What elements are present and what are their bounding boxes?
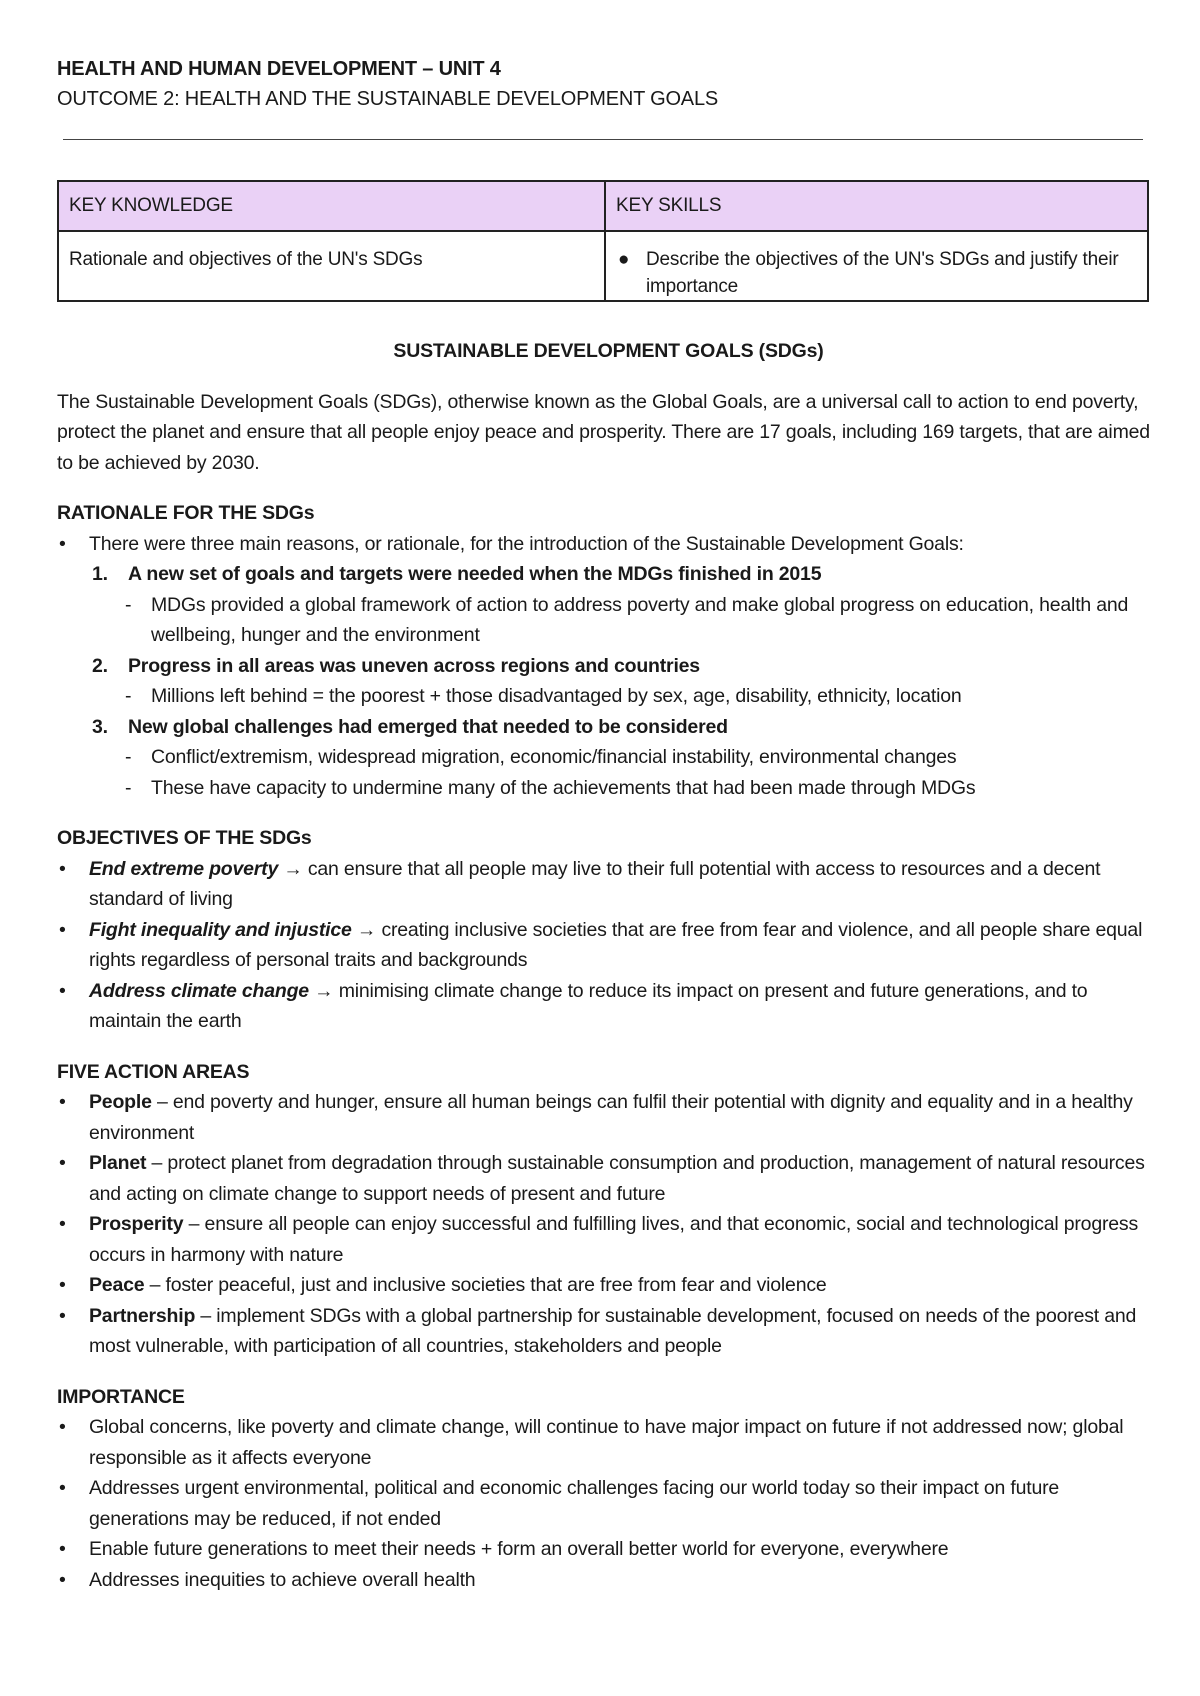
sub-item [57,773,1152,804]
key-knowledge-header: KEY KNOWLEDGE [58,181,605,231]
numbered-item [57,712,1152,743]
key-skills-header: KEY SKILLS [605,181,1148,231]
action-area-dash: – [156,1091,168,1113]
item-title: Progress in all areas was uneven across regions and countries [128,654,700,677]
bullet-icon: • [59,979,66,1002]
importance-list [57,1412,1152,1595]
bullet-icon: • [59,1538,66,1560]
rationale-list [57,559,1152,803]
objective-description: minimising climate change to reduce its impact on present and future generations, and to maintain the earth [89,979,1088,1032]
main-title: SUSTAINABLE DEVELOPMENT GOALS (SDGs) [393,340,824,362]
action-area-term: Peace [89,1274,145,1296]
importance-item [57,1412,1152,1473]
action-area-text [89,1301,1152,1362]
action-area-term: Prosperity [89,1213,184,1235]
document-body [57,336,1152,1615]
bullet-icon: • [59,1213,66,1235]
sub-item-text: Conflict/extremism, widespread migration, economic/financial instability, environmental changes [151,746,957,768]
sub-item-text: MDGs provided a global framework of action to address poverty and make global progress on education, health and wellbeing, hunger and the environment [151,593,1129,646]
sub-item [57,742,1152,773]
objective-text [89,915,1152,976]
sub-item [57,590,1152,651]
action-area-term: Planet [89,1152,147,1174]
list-item [57,529,1152,560]
item-title: A new set of goals and targets were needed when the MDGs finished in 2015 [128,563,822,585]
bullet-icon: • [59,1477,66,1499]
skill-text: Describe the objectives of the UN's SDGs and justify their importance [646,249,1119,297]
bullet-icon: • [59,532,66,555]
importance-section [57,1382,1152,1596]
sub-item-text: These have capacity to undermine many of the achievements that had been made through MDGs [151,776,976,799]
importance-item [57,1473,1152,1534]
action-area-description: ensure all people can enjoy successful and fulfilling lives, and that economic, social and technological progress occurs in harmony with nature [89,1213,1139,1266]
objective-term: End extreme poverty [89,857,279,880]
importance-text: Addresses urgent environmental, political and economic challenges facing our world today so their impact on future generations may be reduced, if not ended [89,1477,1060,1530]
importance-text: Enable future generations to meet their needs + form an overall better world for everyone, everywhere [89,1538,949,1560]
document-header [57,54,1147,114]
numbered-item [57,651,1152,682]
dash-icon: - [125,685,132,707]
sub-item-text: Millions left behind = the poorest + those disadvantaged by sex, age, disability, ethnicity, location [151,685,962,707]
objective-item [57,915,1152,976]
header-divider [63,139,1143,140]
importance-text: Global concerns, like poverty and climate change, will continue to have major impact on future if not addressed now; global responsible as it affects everyone [89,1416,1124,1469]
objectives-section [57,823,1152,1037]
action-areas-section [57,1057,1152,1362]
arrow-icon: → [283,857,303,880]
action-area-text [89,1270,1152,1301]
bullet-icon: • [59,1416,66,1438]
rationale-heading: RATIONALE FOR THE SDGs [57,502,315,524]
action-area-description: protect planet from degradation through sustainable consumption and production, management of natural resources and acting on climate change to support needs of present and future [89,1152,1145,1205]
skill-list-item [616,246,1137,300]
action-area-dash: – [149,1274,161,1296]
sub-item [57,681,1152,712]
item-number: 1. [92,563,108,585]
objective-text [89,976,1152,1037]
bullet-icon: ● [618,249,630,270]
importance-item [57,1534,1152,1565]
action-area-term: People [89,1091,152,1113]
action-area-item [57,1148,1152,1209]
action-area-text [89,1148,1152,1209]
objectives-heading: OBJECTIVES OF THE SDGs [57,827,312,849]
action-area-item [57,1209,1152,1270]
action-area-term: Partnership [89,1304,196,1327]
key-skills-cell [605,231,1148,301]
arrow-icon: → [356,918,377,941]
arrow-icon: → [314,979,334,1002]
knowledge-skills-table [57,180,1149,302]
importance-heading: IMPORTANCE [57,1385,185,1408]
item-title: New global challenges had emerged that needed to be considered [128,715,728,738]
numbered-item [57,559,1152,590]
objective-description: can ensure that all people may live to their full potential with access to resources and a decent standard of living [89,857,1101,910]
importance-text: Addresses inequities to achieve overall health [89,1568,476,1591]
item-number: 2. [92,654,108,677]
objectives-list [57,854,1152,1037]
outcome-subtitle: OUTCOME 2: HEALTH AND THE SUSTAINABLE DEVELOPMENT GOALS [57,88,719,110]
action-area-dash: – [151,1152,163,1174]
objective-item [57,854,1152,915]
dash-icon: - [125,746,132,768]
bullet-icon: • [59,1152,66,1174]
action-area-dash: – [200,1304,212,1327]
action-area-text [89,1209,1152,1270]
bullet-icon: • [59,1274,66,1296]
objective-description: creating inclusive societies that are free from fear and violence, and all people share equal rights regardless of personal traits and backgrounds [89,918,1143,971]
objective-term: Address climate change [89,979,309,1002]
action-area-item [57,1301,1152,1362]
action-area-item [57,1270,1152,1301]
action-areas-heading: FIVE ACTION AREAS [57,1060,250,1083]
objective-item [57,976,1152,1037]
dash-icon: - [125,776,132,799]
action-area-dash: – [188,1213,200,1235]
item-number: 3. [92,715,108,738]
bullet-icon: • [59,1304,66,1327]
objective-text [89,854,1152,915]
action-area-description: implement SDGs with a global partnership for sustainable development, focused on needs of the poorest and most vulnerable, with participation of all countries, stakeholders and people [89,1304,1137,1357]
key-knowledge-cell: Rationale and objectives of the UN's SDGs [58,231,605,301]
objective-term: Fight inequality and injustice [89,918,352,941]
action-area-description: end poverty and hunger, ensure all human beings can fulfil their potential with dignity and equality and in a healthy environment [89,1091,1133,1144]
unit-title: HEALTH AND HUMAN DEVELOPMENT – UNIT 4 [57,58,501,80]
intro-paragraph: The Sustainable Development Goals (SDGs), otherwise known as the Global Goals, are a universal call to action to end poverty, protect the planet and ensure that all people enjoy peace and prosperity. There are 17 goals, including 169 targets, that are aimed to be achieved by 2030. [57,390,1150,474]
action-area-description: foster peaceful, just and inclusive societies that are free from fear and violence [165,1274,827,1296]
bullet-icon: • [59,857,66,880]
action-areas-list [57,1087,1152,1362]
bullet-icon: • [59,1568,66,1591]
importance-item [57,1565,1152,1596]
rationale-section [57,498,1152,803]
dash-icon: - [125,593,132,616]
action-area-text [89,1087,1152,1148]
action-area-item [57,1087,1152,1148]
bullet-icon: • [59,1091,66,1113]
bullet-icon: • [59,918,66,941]
rationale-lead: There were three main reasons, or rationale, for the introduction of the Sustainable Development Goals: [89,532,964,555]
